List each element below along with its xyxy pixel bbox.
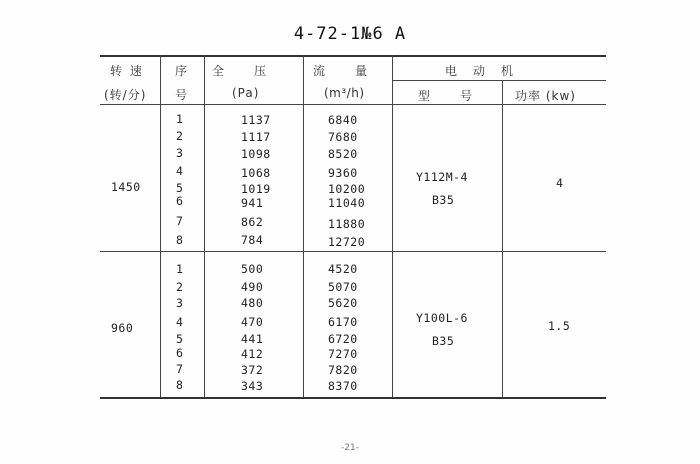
row-no: 2 [176,129,184,143]
row-pressure: 1137 [241,113,271,127]
row-no: 6 [176,194,184,208]
row-no: 7 [176,214,184,228]
header-motor: 电 动 机 [445,64,516,78]
row-pressure: 412 [241,347,264,361]
row-flow: 4520 [328,262,358,276]
row-pressure: 470 [241,315,264,329]
group-divider [100,251,606,252]
row-pressure: 372 [241,363,264,377]
header-seq: 序 [175,64,190,78]
row-flow: 6840 [328,113,358,127]
header-pressure-unit: (Pa) [232,86,260,100]
row-no: 5 [176,181,184,195]
col-divider-model [502,80,503,397]
page-number: -21- [341,443,359,453]
row-flow: 7820 [328,363,358,377]
motor-power: 4 [556,176,564,190]
row-pressure: 500 [241,262,264,276]
row-pressure: 784 [241,233,264,247]
header-speed: 转 速 [110,64,144,78]
table-title: 4-72-1№6 A [293,24,407,44]
motor-power: 1.5 [548,319,571,333]
row-pressure: 862 [241,215,264,229]
row-no: 8 [176,233,184,247]
row-flow: 10200 [328,182,366,196]
row-flow: 7680 [328,130,358,144]
row-no: 2 [176,280,184,294]
row-no: 5 [176,332,184,346]
table-top-border [100,55,606,57]
row-flow: 5620 [328,296,358,310]
row-no: 3 [176,146,184,160]
row-no: 1 [176,112,184,126]
row-flow: 12720 [328,235,366,249]
motor-model: Y112M-4 [416,170,468,184]
header-pressure: 全 压 [212,64,269,78]
row-pressure: 480 [241,296,264,310]
row-pressure: 941 [241,196,264,210]
col-divider-seq [204,55,205,397]
row-flow: 8370 [328,379,358,393]
header-flow-unit: (m³/h) [324,86,365,100]
motor-mount: B35 [432,193,455,207]
row-pressure: 1068 [241,166,271,180]
row-no: 3 [176,296,184,310]
header-power: 功率 (kw) [515,89,576,103]
motor-model: Y100L-6 [416,311,468,325]
row-pressure: 1019 [241,182,271,196]
table-bottom-border [100,397,606,399]
row-no: 6 [176,346,184,360]
row-pressure: 1117 [241,130,271,144]
row-flow: 8520 [328,147,358,161]
col-divider-pressure [303,55,304,397]
header-bottom-border [100,104,606,105]
row-flow: 5070 [328,280,358,294]
row-no: 4 [176,315,184,329]
speed-value: 1450 [111,180,141,194]
row-flow: 9360 [328,166,358,180]
row-pressure: 1098 [241,147,271,161]
row-no: 1 [176,262,184,276]
header-speed-unit: (转/分) [104,88,147,102]
header-flow: 流 量 [313,64,370,78]
row-no: 7 [176,362,184,376]
row-pressure: 441 [241,332,264,346]
motor-mount: B35 [432,334,455,348]
header-seq-2: 号 [175,88,190,102]
row-flow: 6170 [328,315,358,329]
col-divider-speed [160,55,161,397]
motor-header-divider [392,80,606,81]
row-no: 4 [176,164,184,178]
row-pressure: 490 [241,280,264,294]
header-model: 型 号 [418,89,475,103]
speed-value: 960 [111,321,134,335]
row-no: 8 [176,378,184,392]
row-flow: 11040 [328,196,366,210]
row-flow: 7270 [328,347,358,361]
row-pressure: 343 [241,379,264,393]
col-divider-flow [392,55,393,397]
row-flow: 6720 [328,332,358,346]
row-flow: 11880 [328,217,366,231]
